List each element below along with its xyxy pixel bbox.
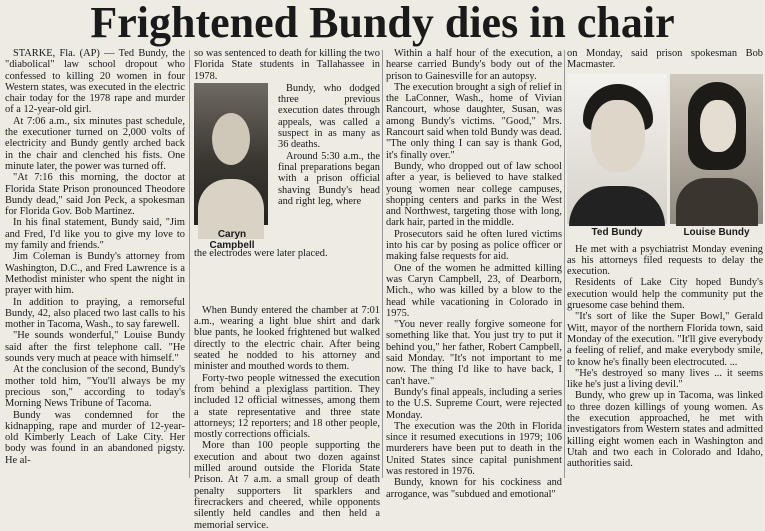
column-rule [564, 50, 565, 478]
paragraph: At the conclusion of the second, Bundy's mother told him, "You'll always be my precious son," according to today's Morning News Tribune of Tacoma. [5, 364, 185, 410]
paragraph: The execution was the 20th in Florida since it resumed executions in 1979; 106 murderers have been put to death in the United States since capital punishment was restored in 1976. [386, 420, 562, 477]
column-4 [567, 48, 763, 480]
column-rule [382, 50, 383, 478]
photo-caption: Caryn Campbell [209, 228, 255, 252]
paragraph: "You never really forgive someone for something like that. You just try to put it behind you," her father, Robert Campbell, said Monday. "It's not important to me now. The thing I'd like to have back, I can't have." [386, 319, 562, 387]
paragraph: "At 7:16 this morning, the doctor at Florida State Prison pronounced Theodore Bundy dead," said Jon Peck, a spokesman for Florida Gov. Bob Martinez. [5, 172, 185, 218]
paragraph: Around 5:30 a.m., the final preparations began with a prison official shaving Bundy's head and right leg, where [278, 150, 380, 207]
paragraph: Bundy's final appeals, including a series to the U.S. Supreme Court, were rejected Monday. [386, 386, 562, 421]
paragraph: Residents of Lake City hoped Bundy's execution would help the community put the gruesome case behind them. [567, 277, 763, 312]
column-3 [386, 48, 562, 500]
paragraph: Bundy, who grew up in Tacoma, was linked to three dozen killings of young women. As the execution approached, he met with investigators from Western states and admitted killing eight women each in Washington and Utah and two each in Colorado and Idaho, authorities said. [567, 390, 763, 470]
paragraph: the electrodes were later placed. [194, 247, 328, 259]
paragraph: One of the women he admitted killing was Caryn Campbell, 23, of Dearborn, Mich., who was killed by a blow to the head while vacationing in Colorado in 1975. [386, 262, 562, 319]
paragraph: In addition to praying, a remorseful Bundy, 42, also placed two last calls to his mother in Tacoma, Wash., to say farewell. [5, 296, 185, 331]
photo-pair [567, 74, 763, 244]
column-1 [5, 48, 185, 480]
paragraph: on Monday, said prison spokesman Bob Macmaster. [567, 48, 763, 71]
column-rule [189, 50, 190, 478]
wrap-text [278, 83, 380, 207]
paragraph: Bundy, who dropped out of law school after a year, is believed to have stalked young women near college campuses, shopping centers and parks in the West and Northwest, targeting those with long, dark hair, parted in the middle. [386, 160, 562, 229]
paragraph: STARKE, Fla. (AP) — Ted Bundy, the "diabolical" law school dropout who confessed to killing 20 women in four Western states, was executed in the electric chair today for the 1978 rape and murder of a 12-year-old girl. [5, 48, 185, 116]
paragraph: Bundy was condemned for the kidnapping, rape and murder of 12-year-old Kimberly Leach of Lake City. Her body was found in an abandoned pigsty. He al- [5, 409, 185, 466]
louise-bundy-photo [670, 74, 763, 224]
paragraph: More than 100 people supporting the execution and about two dozen against milled around outside the Florida State Prison. At 7 a.m. a small group of death penalty supporters lit sparklers and firecrackers and cheered, while opponents silently held candles and then held a memorial service. [194, 440, 380, 531]
photo-inset [194, 83, 380, 305]
paragraph: When Bundy entered the chamber at 7:01 a.m., wearing a light blue shirt and dark blue pants, he looked frightened but walked directly to the electric chair. After being seated he nodded to his attorney and minister and mouthed words to them. [194, 304, 380, 373]
paragraph: In his final statement, Bundy said, "Jim and Fred, I'd like you to give my love to my family and friends." [5, 217, 185, 252]
paragraph: "He sounds wonderful," Louise Bundy said after the first telephone call. "He sounds very much at peace with himself." [5, 330, 185, 365]
photo-caption: Louise Bundy [683, 226, 750, 238]
paragraph: "It's sort of like the Super Bowl," Gerald Witt, mayor of the northern Florida town, said Monday of the execution. "It'll give everybody a feeling of relief, and make everybody smile, to know he's finally been electrocuted. ... [567, 311, 763, 368]
paragraph: At 7:06 a.m., six minutes past schedule, the executioner turned on 2,000 volts of electricity and Bundy gently arched back in the chair and clenched his fists. One minute later, the power was turned off. [5, 115, 185, 172]
paragraph: so was sentenced to death for killing the two Florida State students in Tallahassee in 1978. [194, 48, 380, 82]
paragraph: Forty-two people witnessed the execution from behind a plexiglass partition. They included 12 official witnesses, among them a state representative and three state attorneys; 12 reporters; and 18 other people, mostly corrections officials. [194, 372, 380, 441]
paragraph: He met with a psychiatrist Monday evening as his attorneys filed requests to delay the execution. [567, 243, 763, 278]
headline: Frightened Bundy dies in chair [90, 0, 675, 47]
paragraph: Bundy, known for his cockiness and arrogance, was "subdued and emotional" [386, 477, 562, 500]
paragraph: "He's destroyed so many lives ... it seems like he's just a living devil." [567, 367, 763, 391]
paragraph: Bundy, who dodged three previous execution dates through appeals, was called a suspect in as many as 36 deaths. [278, 82, 380, 151]
paragraph: The execution brought a sigh of relief in the LaConner, Wash., home of Vivian Rancourt, whose daughter, Susan, was among Bundy's victims. "Good," Mrs. Rancourt said when told Bundy was dead. "The only thing I can say is thank God, it's finally over." [386, 81, 562, 161]
photo-caption: Ted Bundy [591, 226, 643, 238]
ted-bundy-photo [567, 74, 667, 224]
column-2 [194, 48, 380, 531]
caryn-campbell-photo [194, 83, 268, 225]
paragraph: Within a half hour of the execution, a hearse carried Bundy's body out of the prison to Gainesville for an autopsy. [386, 48, 562, 82]
paragraph: Jim Coleman is Bundy's attorney from Washington, D.C., and Fred Lawrence is a Methodist minister who spent the night in prayer with him. [5, 251, 185, 297]
paragraph: Prosecutors said he often lured victims into his car by posing as police officer or making false requests for aid. [386, 228, 562, 263]
